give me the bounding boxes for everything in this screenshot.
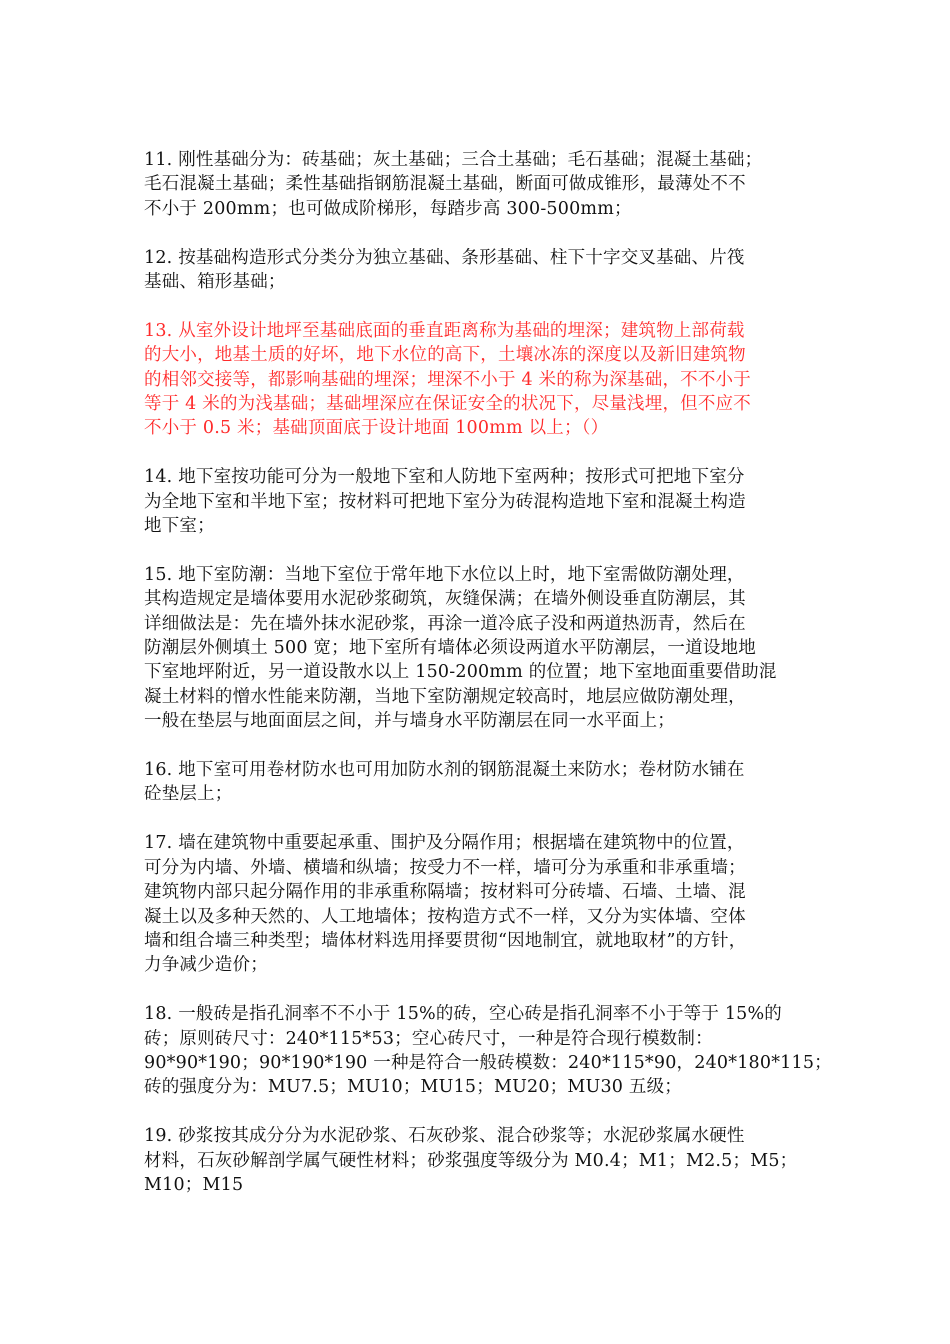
paragraph-line: 17. 墙在建筑物中重要起承重、围护及分隔作用；根据墙在建筑物中的位置，: [144, 833, 745, 854]
paragraph-13-highlighted: [144, 319, 814, 441]
paragraph-line: 15. 地下室防潮：当地下室位于常年地下水位以上时，地下室需做防潮处理，: [144, 564, 745, 585]
paragraph-line: 不小于 200mm；也可做成阶梯形，每踏步高 300-500mm；: [144, 198, 632, 219]
paragraph-line: 凝土材料的憎水性能来防潮，当地下室防潮规定较高时，地层应做防潮处理，: [144, 686, 746, 707]
paragraph-line: 13. 从室外设计地坪至基础底面的垂直距离称为基础的埋深；建筑物上部荷载: [144, 320, 745, 341]
paragraph-line: 不小于 0.5 米；基础顶面底于设计地面 100mm 以上；（）: [144, 418, 609, 439]
paragraph-19: [144, 1124, 814, 1197]
paragraph-17: [144, 831, 814, 977]
paragraph-line: 一般在垫层与地面面层之间，并与墙身水平防潮层在同一水平面上；: [144, 711, 675, 732]
paragraph-line: 其构造规定是墙体要用水泥砂浆砌筑，灰缝保满；在墙外侧设垂直防潮层，其: [144, 589, 746, 610]
paragraph-line: 可分为内墙、外墙、横墙和纵墙；按受力不一样，墙可分为承重和非承重墙；: [144, 857, 746, 878]
paragraph-line: 90*90*190；90*190*190 一种是符合一般砖模数：240*115*90，240*180*115；: [144, 1052, 832, 1073]
paragraph-14: [144, 465, 814, 538]
paragraph-line: 防潮层外侧填土 500 宽；地下室所有墙体必须设两道水平防潮层，一道设地地: [144, 638, 756, 659]
paragraph-line: 14. 地下室按功能可分为一般地下室和人防地下室两种；按形式可把地下室分: [144, 467, 745, 488]
paragraph-line: 力争减少造价；: [144, 955, 268, 976]
paragraph-line: 18. 一般砖是指孔洞率不不小于 15%的砖，空心砖是指孔洞率不小于等于 15%的: [144, 1004, 783, 1025]
paragraph-11: [144, 148, 814, 221]
paragraph-line: 材料，石灰砂解剖学属气硬性材料；砂浆强度等级分为 M0.4；M1；M2.5；M5；: [144, 1150, 798, 1171]
paragraph-line: 墙和组合墙三种类型；墙体材料选用择要贯彻“因地制宜，就地取材”的方针，: [144, 930, 747, 951]
paragraph-18: [144, 1002, 832, 1100]
paragraph-line: 详细做法是：先在墙外抹水泥砂浆，再涂一道冷底子没和两道热沥青，然后在: [144, 613, 746, 634]
paragraph-line: 的相邻交接等，都影响基础的埋深；埋深不小于 4 米的称为深基础，不不小于: [144, 369, 751, 390]
paragraph-line: 下室地坪附近，另一道设散水以上 150-200mm 的位置；地下室地面重要借助混: [144, 662, 777, 683]
paragraph-line: 11. 刚性基础分为：砖基础；灰土基础；三合土基础；毛石基础；混凝土基础；: [144, 150, 763, 170]
paragraph-line: M10；M15: [144, 1174, 244, 1195]
paragraph-line: 19. 砂浆按其成分分为水泥砂浆、石灰砂浆、混合砂浆等；水泥砂浆属水硬性: [144, 1126, 745, 1147]
document-body: [144, 148, 832, 1222]
paragraph-line: 地下室；: [144, 516, 215, 537]
paragraph-12: [144, 246, 814, 295]
paragraph-line: 16. 地下室可用卷材防水也可用加防水剂的钢筋混凝土来防水；卷材防水铺在: [144, 760, 745, 781]
paragraph-line: 12. 按基础构造形式分类分为独立基础、条形基础、柱下十字交叉基础、片筏: [144, 247, 745, 268]
paragraph-line: 凝土以及多种天然的、人工地墙体；按构造方式不一样，又分为实体墙、空体: [144, 906, 746, 927]
paragraph-line: 砖的强度分为：MU7.5；MU10；MU15；MU20；MU30 五级；: [144, 1077, 683, 1098]
paragraph-line: 建筑物内部只起分隔作用的非承重称隔墙；按材料可分砖墙、石墙、土墙、混: [144, 882, 746, 903]
paragraph-line: 基础、箱形基础；: [144, 272, 286, 293]
paragraph-line: 砖；原则砖尺寸：240*115*53；空心砖尺寸，一种是符合现行模数制：: [144, 1028, 713, 1049]
paragraph-line: 砼垫层上；: [144, 784, 233, 805]
paragraph-line: 毛石混凝土基础；柔性基础指钢筋混凝土基础，断面可做成锥形，最薄处不不: [144, 174, 746, 195]
paragraph-line: 的大小，地基土质的好坏，地下水位的高下，土壤冰冻的深度以及新旧建筑物: [144, 345, 746, 366]
paragraph-16: [144, 758, 814, 807]
paragraph-15: [144, 563, 814, 734]
paragraph-line: 为全地下室和半地下室；按材料可把地下室分为砖混构造地下室和混凝土构造: [144, 491, 746, 512]
paragraph-line: 等于 4 米的为浅基础；基础埋深应在保证安全的状况下，尽量浅埋，但不应不: [144, 394, 751, 415]
